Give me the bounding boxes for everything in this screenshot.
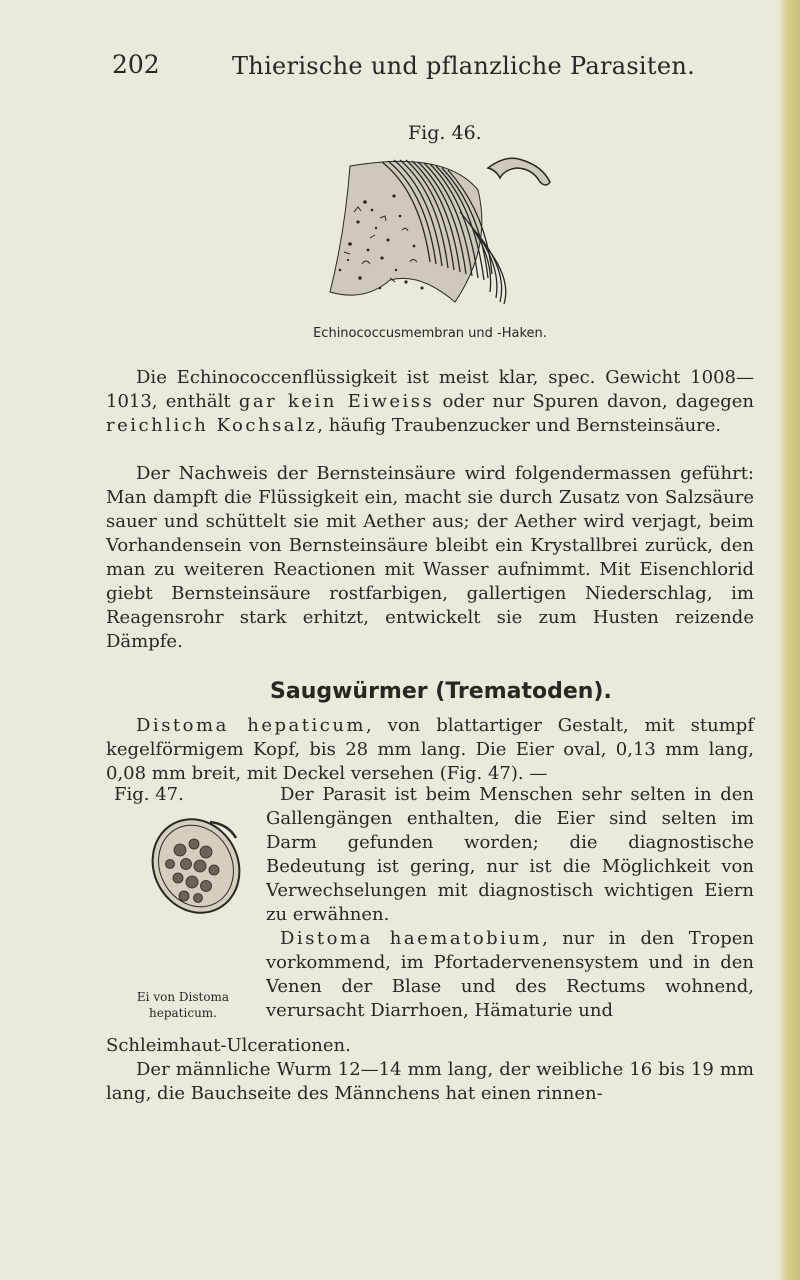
paragraph-echinococcus-fluid: [106, 366, 754, 438]
p1-part-e: , häufig Traubenzucker und Bernsteinsäure.: [317, 415, 722, 436]
distoma-haematobium-name: Distoma haematobium: [280, 928, 543, 949]
p1-emph-salt: reichlich Kochsalz: [106, 415, 318, 436]
p1-part-a: Die Echinococcenflüssigkeit ist meist klar, spec. Gewicht 1008—1013, enthält: [106, 367, 754, 412]
p1-emph-no-protein: gar kein Eiweiss: [238, 391, 435, 412]
paragraph-distoma-continuation: [106, 1034, 754, 1106]
distoma-egg-illustration: [140, 808, 252, 918]
figure-46-subcaption: Echinococcusmembran und -Haken.: [313, 326, 547, 341]
page-header: [112, 50, 712, 90]
page-number: 202: [112, 50, 160, 79]
section-heading: Saugwürmer (Trematoden).: [270, 679, 612, 704]
paragraph-distoma-intro: [106, 714, 754, 786]
male-worm-text: Der männliche Wurm 12—14 mm lang, der weibliche 16 bis 19 mm lang, die Bauchseite des Männchens hat einen rinnen-: [106, 1059, 754, 1104]
page-edge: [778, 0, 800, 1280]
ulceration-text: Schleimhaut-Ulcerationen.: [106, 1035, 351, 1056]
p2-text: Der Nachweis der Bernsteinsäure wird folgendermassen geführt: Man dampft die Flüssigkeit ein, macht sie durch Zusatz von Salzsäure sauer und schüttelt sie mit Aether aus; der Aether wird verjagt, beim Vorhandensein von Bernsteinsäure bleibt ein Krystallbrei zurück, den man zu weiteren Reactionen mit Wasser aufnimmt. Mit Eisenchlorid giebt Bernsteinsäure rostfarbigen, gallertigen Niederschlag, im Reagensrohr stark erhitzt, entwickelt sie zum Husten reizende Dämpfe.: [106, 463, 754, 652]
figure-47-caption: Fig. 47.: [114, 784, 184, 805]
distoma-intro-text: , von blattartiger Gestalt, mit stumpf kegelförmigem Kopf, bis 28 mm lang. Die Eier oval, 0,13 mm lang, 0,08 mm breit, mit Deckel versehen (Fig. 47). —: [106, 715, 754, 784]
figure-47-subcaption: Ei von Distoma hepaticum.: [136, 990, 230, 1020]
paragraph-distoma-wrapped: [266, 783, 754, 1023]
echinococcus-membrane-illustration: [310, 152, 560, 312]
p1-part-c: oder nur Spuren davon, dagegen: [434, 391, 754, 412]
distoma-parasite-text: Der Parasit ist beim Menschen sehr selten in den Gallengängen enthalten, die Eier sind selten im Darm gefunden worden; die diagnostische Bedeutung ist gering, nur ist die Möglichkeit von Verwechselungen mit diagnostisch wichtigen Eiern zu erwähnen.: [266, 784, 754, 925]
figure-46-caption: Fig. 46.: [408, 122, 482, 144]
running-title: Thierische und pflanzliche Parasiten.: [232, 52, 696, 80]
distoma-haematobium-text: , nur in den Tropen vorkommend, im Pfortadervenensystem und in den Venen der Blase und des Rectums wohnend, verursacht Diarrhoen, Hämaturie und: [266, 928, 755, 1021]
distoma-hepaticum-name: Distoma hepaticum: [136, 715, 366, 736]
paragraph-succinic-acid: [106, 462, 754, 654]
